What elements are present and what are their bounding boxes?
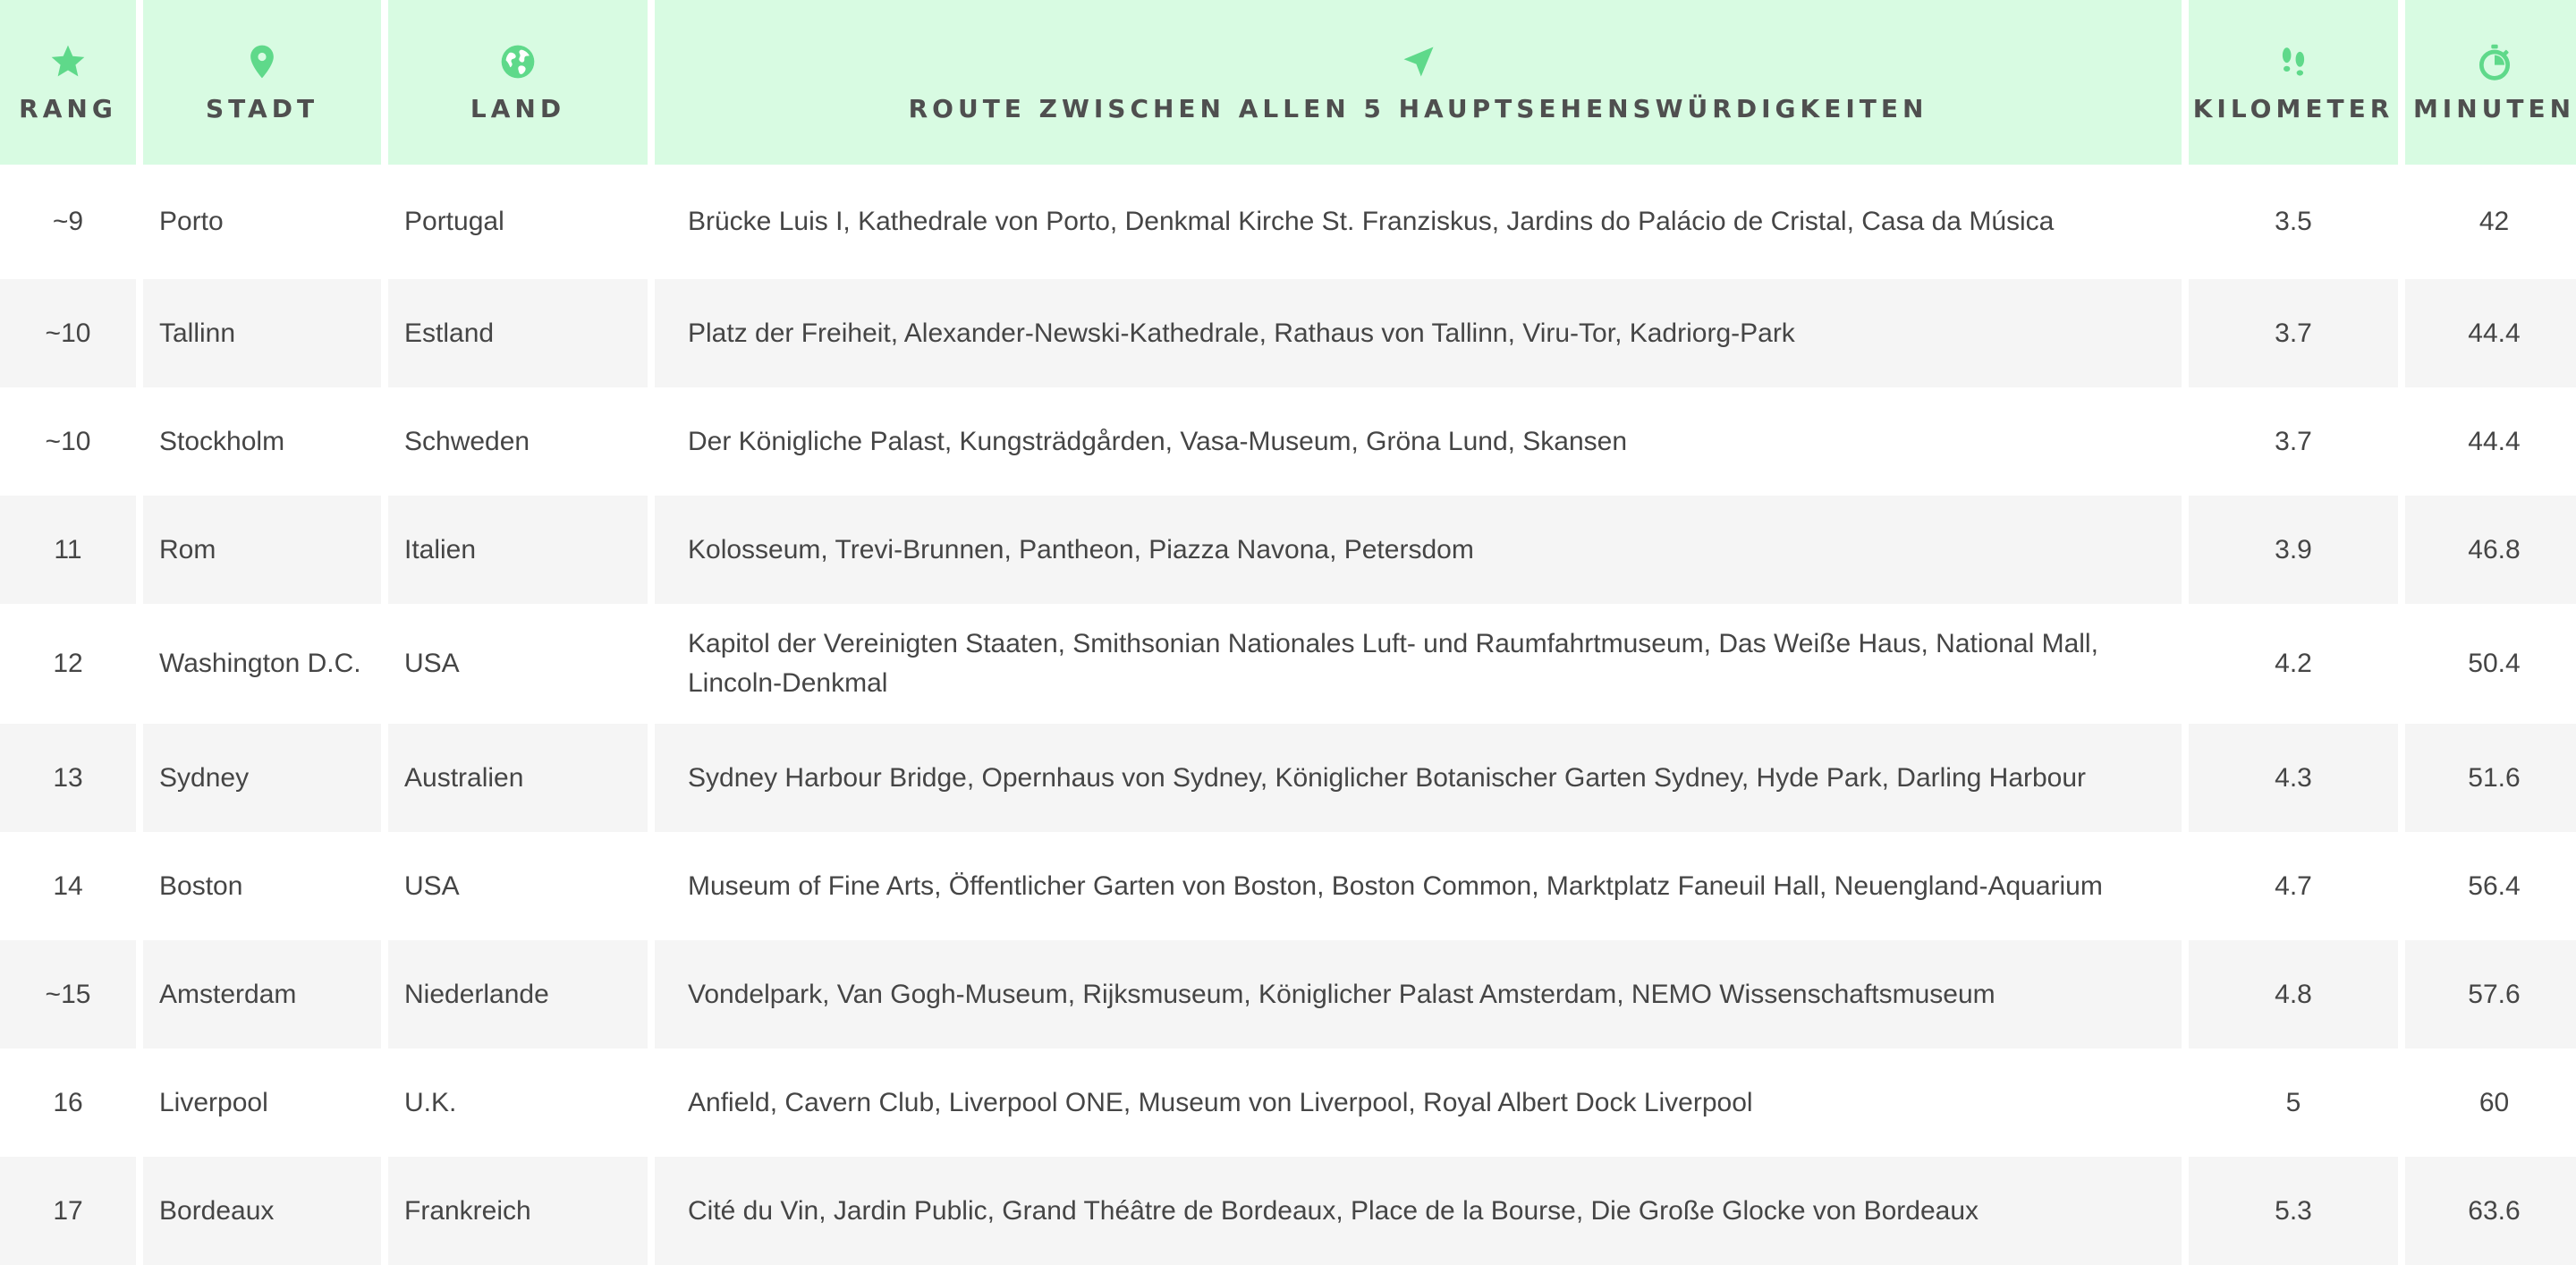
km-cell: 4.8 <box>2189 940 2398 1049</box>
table-row <box>0 832 2576 940</box>
km-cell: 3.7 <box>2275 426 2312 456</box>
header-rank[interactable] <box>0 0 136 165</box>
city-cell: Rom <box>143 496 381 604</box>
km-cell: 3.9 <box>2189 496 2398 604</box>
city-cell: Sydney <box>143 724 381 832</box>
table-row <box>0 496 2576 604</box>
route-cell: Cité du Vin, Jardin Public, Grand Théâtre de Bordeaux, Place de la Bourse, Die Große Glocke von Bordeaux <box>655 1157 2182 1265</box>
rank-cell: ~10 <box>45 426 91 456</box>
table-row <box>0 165 2576 279</box>
rank-cell: 14 <box>53 870 83 901</box>
rank-cell: ~15 <box>0 940 136 1049</box>
country-cell: Niederlande <box>388 940 648 1049</box>
city-cell: Bordeaux <box>143 1157 381 1265</box>
table-row <box>0 940 2576 1049</box>
minutes-cell: 50.4 <box>2468 649 2521 678</box>
city-cell: Washington D.C. <box>159 649 361 678</box>
city-cell: Liverpool <box>159 1087 268 1117</box>
header-route-label: ROUTE ZWISCHEN ALLEN 5 HAUPTSEHENSWÜRDIGKEITEN <box>908 93 1928 123</box>
header-country-label: LAND <box>470 93 566 123</box>
rank-cell: 13 <box>0 724 136 832</box>
city-cell: Porto <box>159 207 224 236</box>
route-cell: Vondelpark, Van Gogh-Museum, Rijksmuseum, Königlicher Palast Amsterdam, NEMO Wissenschaftsmuseum <box>655 940 2182 1049</box>
table-row <box>0 279 2576 387</box>
country-cell: Australien <box>388 724 648 832</box>
minutes-cell: 56.4 <box>2468 870 2521 901</box>
minutes-cell: 51.6 <box>2405 724 2576 832</box>
table-row <box>0 1049 2576 1157</box>
km-cell: 5 <box>2285 1087 2301 1117</box>
header-city-label: STADT <box>205 93 319 123</box>
km-cell: 4.7 <box>2275 870 2312 901</box>
country-cell: Portugal <box>404 207 504 236</box>
rank-cell: ~10 <box>0 279 136 387</box>
km-cell: 3.7 <box>2189 279 2398 387</box>
route-cell: Kolosseum, Trevi-Brunnen, Pantheon, Piazza Navona, Petersdom <box>655 496 2182 604</box>
country-cell: Italien <box>388 496 648 604</box>
header-km[interactable] <box>2189 0 2398 165</box>
header-km-label: KILOMETER <box>2192 93 2394 123</box>
route-cell: Brücke Luis I, Kathedrale von Porto, Denkmal Kirche St. Franziskus, Jardins do Palácio de Cristal, Casa da Música <box>688 207 2055 236</box>
route-cell: Kapitol der Vereinigten Staaten, Smithsonian Nationales Luft- und Raumfahrtmuseum, Das Weiße Haus, National Mall, Lincoln-Denkmal <box>688 629 2098 698</box>
minutes-cell: 42 <box>2479 207 2510 236</box>
minutes-cell: 46.8 <box>2405 496 2576 604</box>
country-cell: U.K. <box>404 1087 457 1117</box>
rank-cell: ~9 <box>52 207 84 236</box>
header-rank-label: RANG <box>19 93 117 123</box>
country-cell: Estland <box>388 279 648 387</box>
table-row <box>0 1157 2576 1265</box>
city-cell: Boston <box>159 870 243 901</box>
stopwatch-icon <box>2475 42 2514 81</box>
route-cell: Der Königliche Palast, Kungsträdgården, Vasa-Museum, Gröna Lund, Skansen <box>688 426 1628 456</box>
route-cell: Platz der Freiheit, Alexander-Newski-Kathedrale, Rathaus von Tallinn, Viru-Tor, Kadriorg-Park <box>655 279 2182 387</box>
route-cell: Anfield, Cavern Club, Liverpool ONE, Museum von Liverpool, Royal Albert Dock Liverpool <box>688 1087 1753 1117</box>
header-minutes[interactable] <box>2405 0 2576 165</box>
country-cell: Frankreich <box>388 1157 648 1265</box>
rank-cell: 17 <box>0 1157 136 1265</box>
km-cell: 4.2 <box>2275 649 2312 678</box>
globe-icon <box>498 42 538 81</box>
country-cell: USA <box>404 870 460 901</box>
rank-cell: 12 <box>53 649 83 678</box>
table-row <box>0 604 2576 724</box>
km-cell: 4.3 <box>2189 724 2398 832</box>
minutes-cell: 44.4 <box>2468 426 2521 456</box>
route-cell: Museum of Fine Arts, Öffentlicher Garten von Boston, Boston Common, Marktplatz Faneuil Hall, Neuengland-Aquarium <box>688 870 2103 901</box>
minutes-cell: 57.6 <box>2405 940 2576 1049</box>
footprints-icon <box>2274 42 2313 81</box>
km-cell: 5.3 <box>2189 1157 2398 1265</box>
navigation-arrow-icon <box>1399 42 1438 81</box>
rank-cell: 11 <box>0 496 136 604</box>
header-minutes-label: MINUTEN <box>2412 93 2576 123</box>
km-cell: 3.5 <box>2275 207 2312 236</box>
country-cell: Schweden <box>404 426 530 456</box>
city-cell: Amsterdam <box>143 940 381 1049</box>
table-row <box>0 387 2576 496</box>
city-cell: Stockholm <box>159 426 285 456</box>
star-icon <box>48 42 88 81</box>
header-city[interactable] <box>143 0 381 165</box>
table-body <box>0 165 2576 1265</box>
route-cell: Sydney Harbour Bridge, Opernhaus von Sydney, Königlicher Botanischer Garten Sydney, Hyde Park, Darling Harbour <box>655 724 2182 832</box>
map-pin-icon <box>242 42 282 81</box>
table-header <box>0 0 2576 165</box>
rank-cell: 16 <box>53 1087 83 1117</box>
table-row <box>0 724 2576 832</box>
header-route[interactable] <box>655 0 2182 165</box>
minutes-cell: 63.6 <box>2405 1157 2576 1265</box>
country-cell: USA <box>404 649 460 678</box>
minutes-cell: 44.4 <box>2405 279 2576 387</box>
city-cell: Tallinn <box>143 279 381 387</box>
header-country[interactable] <box>388 0 648 165</box>
minutes-cell: 60 <box>2479 1087 2510 1117</box>
